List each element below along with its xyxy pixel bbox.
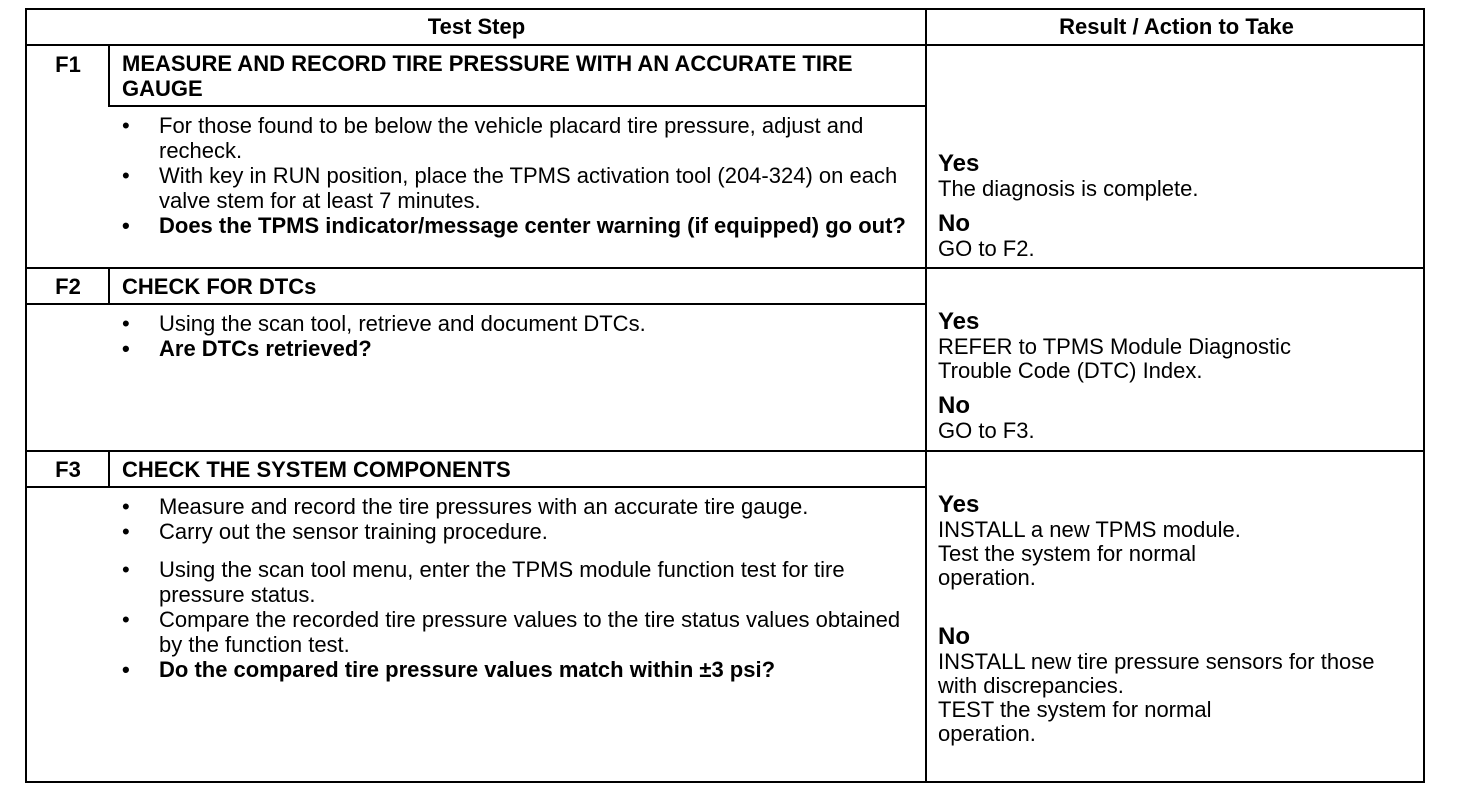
- no-label: No: [938, 210, 970, 237]
- step-result: [938, 151, 1418, 261]
- list-item: • Compare the recorded tire pressure values to the tire status values obtained by the function test.: [122, 607, 901, 657]
- list-item: • Using the scan tool menu, enter the TPMS module function test for tire pressure status.: [122, 557, 845, 607]
- yes-action: The diagnosis is complete.: [938, 176, 1199, 201]
- list-item: • Do the compared tire pressure values match within ±3 psi?: [122, 657, 776, 682]
- step-instructions: [119, 494, 909, 682]
- list-item: • With key in RUN position, place the TPMS activation tool (204-324) on each valve stem for at least 7 minutes.: [122, 163, 898, 213]
- list-item: • Are DTCs retrieved?: [122, 336, 372, 361]
- step-id: F2: [55, 274, 81, 299]
- yes-label: Yes: [938, 150, 980, 177]
- list-item: • For those found to be below the vehicle placard tire pressure, adjust and recheck.: [122, 113, 864, 163]
- no-action: TEST the system for normal operation.: [938, 697, 1212, 746]
- list-item: • Using the scan tool, retrieve and document DTCs.: [122, 311, 646, 336]
- no-action: GO to F2.: [938, 236, 1035, 261]
- step-result: [938, 309, 1368, 443]
- step-title: CHECK FOR DTCs: [122, 274, 317, 299]
- diagnostic-table: [25, 8, 1425, 783]
- list-item: • Measure and record the tire pressures with an accurate tire gauge.: [122, 494, 809, 519]
- yes-label: Yes: [938, 491, 980, 518]
- f3-title-rule: [27, 486, 927, 488]
- column-divider: [925, 10, 927, 781]
- yes-action: INSTALL a new TPMS module.: [938, 517, 1241, 542]
- f2-title-rule: [27, 303, 927, 305]
- step-id: F1: [55, 52, 81, 77]
- f2-bottom-rule: [27, 450, 1423, 452]
- f1-title-rule: [108, 105, 927, 107]
- yes-action: Test the system for normal operation.: [938, 541, 1196, 590]
- yes-action: REFER to TPMS Module Diagnostic Trouble Code (DTC) Index.: [938, 334, 1291, 383]
- f1-bottom-rule: [27, 267, 1423, 269]
- step-instructions: [119, 113, 909, 238]
- no-label: No: [938, 392, 970, 419]
- no-label: No: [938, 623, 970, 650]
- step-title: MEASURE AND RECORD TIRE PRESSURE WITH AN ACCURATE TIRE GAUGE: [122, 51, 853, 101]
- step-title: CHECK THE SYSTEM COMPONENTS: [122, 457, 511, 482]
- header-rule: [27, 44, 1423, 46]
- column-header-test-step: Test Step: [427, 14, 526, 39]
- no-action: INSTALL new tire pressure sensors for those with discrepancies.: [938, 649, 1375, 698]
- list-item: • Does the TPMS indicator/message center warning (if equipped) go out?: [122, 213, 906, 238]
- no-action: GO to F3.: [938, 418, 1035, 443]
- step-instructions: [119, 311, 909, 361]
- step-result: [938, 492, 1388, 746]
- column-header-result-action: Result / Action to Take: [1059, 14, 1294, 39]
- step-id: F3: [55, 457, 81, 482]
- list-item: • Carry out the sensor training procedure.: [122, 519, 548, 544]
- yes-label: Yes: [938, 308, 980, 335]
